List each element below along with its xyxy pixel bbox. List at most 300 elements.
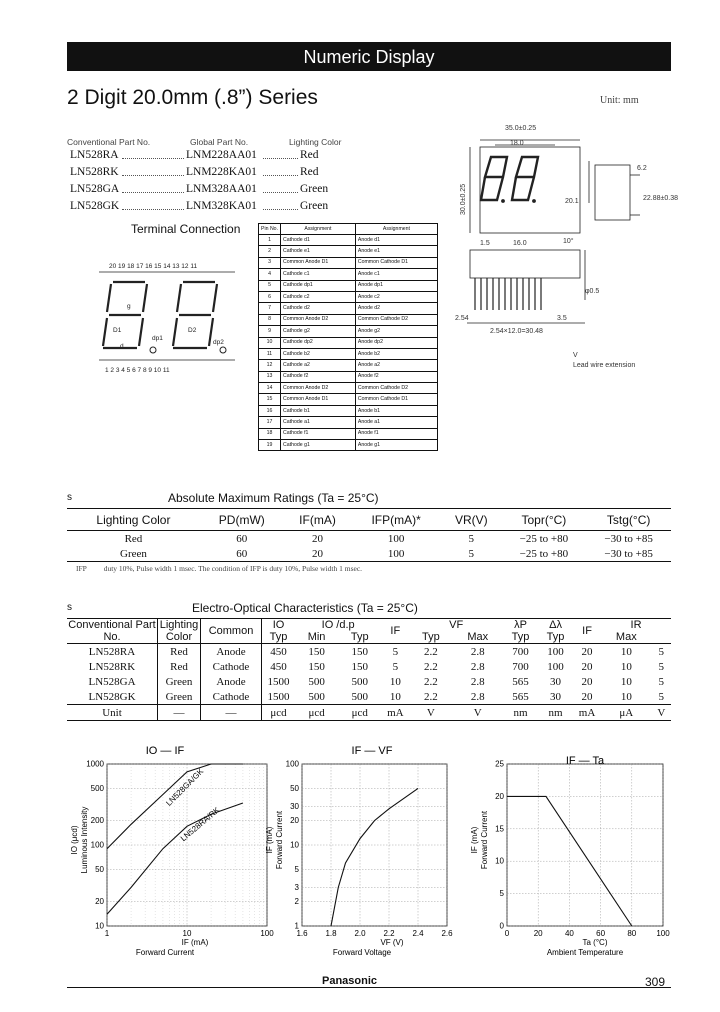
eo-row: [67, 674, 671, 689]
abs-row: [67, 546, 671, 562]
pin-assignment: Anode a1: [355, 417, 437, 428]
x-tick-label: 100: [656, 929, 670, 938]
abs-cell: 60: [236, 532, 248, 545]
y-tick-label: 20: [95, 897, 104, 907]
eo-row: [67, 689, 671, 705]
eo-h-vf: VF: [449, 619, 464, 631]
eo-cell: Red: [158, 659, 201, 674]
eo-title: Electro-Optical Characteristics (Ta = 25°C): [192, 601, 418, 615]
y-tick-label: 3: [294, 882, 299, 892]
abs-max-title: Absolute Maximum Ratings (Ta = 25°C): [168, 491, 379, 505]
abs-col-header: Lighting Color: [67, 509, 200, 531]
pin-assignment: Anode g2: [355, 326, 437, 337]
pin-row: [259, 440, 438, 451]
pin-assignment: Cathode a1: [281, 417, 356, 428]
pin-assignment: Cathode e1: [281, 246, 356, 257]
series-line-0: [107, 764, 243, 849]
eo-cell: Cathode: [201, 689, 262, 705]
plot-frame: [507, 764, 663, 926]
abs-cell: −30 to +85: [586, 546, 671, 562]
abs-col-header: Topr(°C): [502, 509, 587, 531]
eo-sub-header: Max: [601, 631, 652, 644]
part-conventional: LN528RA: [70, 149, 119, 161]
eo-h-part: Conventional Part No.: [68, 619, 156, 643]
pin-assignment: Common Cathode D2: [355, 314, 437, 325]
eo-h-light: Lighting Color: [158, 619, 201, 644]
pin-row: [259, 360, 438, 371]
eo-cell: 2.2: [424, 690, 438, 703]
pin-assignment: Cathode c1: [281, 269, 356, 280]
eo-cell: 450: [270, 645, 287, 658]
dim-min-len: 1.5: [480, 240, 490, 247]
y-tick-label: 20: [495, 791, 504, 801]
y-tick-label: 30: [290, 801, 299, 811]
dim-lead-len: 3.5: [557, 315, 567, 322]
series-line-1: [107, 803, 243, 914]
eo-cell: 150: [351, 660, 368, 673]
eo-cell: 450: [270, 660, 287, 673]
eo-cell: μcd: [351, 706, 368, 719]
eo-sub-header: Typ: [262, 631, 296, 644]
chart-title: IO — IF: [145, 745, 185, 757]
display-outline-bottom: [470, 250, 580, 278]
pin-assignment: Cathode c2: [281, 291, 356, 302]
pin-number: 15: [259, 394, 281, 405]
eo-cell: Green: [158, 689, 201, 705]
pin-number: 1: [259, 235, 281, 246]
eo-cell: LN528RK: [67, 659, 158, 674]
pin-row: [259, 326, 438, 337]
y-tick-label: 1: [294, 921, 299, 931]
pin-row: [259, 417, 438, 428]
svg-text:dp1: dp1: [152, 335, 163, 342]
part-global: LNM328AA01: [186, 183, 257, 195]
chart-title: IF — VF: [351, 745, 393, 757]
lead-note-mark: V: [573, 352, 578, 359]
pin-number: 2: [259, 246, 281, 257]
dim-pitch: 18.0: [510, 140, 524, 147]
eo-row: [67, 644, 671, 660]
dim-overall-width: 35.0±0.25: [505, 125, 537, 132]
terminal-diagram: [95, 260, 245, 378]
abs-max-note: IFP duty 10%, Pulse width 1 msec. The condition of IFP is duty 10%, Pulse width 1 msec.: [76, 564, 363, 573]
pin-number: 3: [259, 257, 281, 268]
eo-sub-header: [652, 631, 671, 644]
y-axis-label-2: Luminous Intensity: [80, 806, 89, 874]
pin-assignment: Anode dp2: [355, 337, 437, 348]
pin-assignment: Cathode a2: [281, 360, 356, 371]
x-tick-label: 100: [260, 929, 274, 938]
eo-cell: 5: [658, 645, 665, 658]
pin-row: [259, 383, 438, 394]
abs-cell: 5: [441, 546, 502, 562]
eo-cell: 565: [512, 690, 529, 703]
part-row: [70, 181, 340, 198]
y-tick-label: 50: [95, 864, 104, 874]
footer-rule: [67, 987, 671, 988]
abs-col-header: IFP(mA)*: [351, 509, 441, 531]
section-banner: Numeric Display: [67, 42, 671, 71]
eo-cell: 30: [550, 690, 562, 703]
brand-logo: Panasonic: [322, 975, 378, 987]
eo-cell: 2.8: [470, 675, 485, 688]
y-tick-label: 15: [495, 824, 504, 834]
x-tick-label: 2.0: [354, 929, 366, 938]
eo-cell: Red: [158, 644, 201, 660]
chart-if-ta: [465, 740, 675, 960]
parts-list: [70, 147, 340, 215]
pin-assignment: Anode f2: [355, 371, 437, 382]
eo-cell: 700: [512, 660, 529, 673]
pin-assignment: Common Anode D1: [281, 257, 356, 268]
eo-cell: 565: [512, 675, 529, 688]
x-axis-label-2: Forward Current: [135, 948, 195, 957]
pin-number: 5: [259, 280, 281, 291]
pin-assignment: Cathode g2: [281, 326, 356, 337]
eo-cell: 1500: [267, 690, 290, 703]
y-axis-label: IF (mA): [470, 826, 479, 854]
pin-assignment: Anode c2: [355, 291, 437, 302]
abs-cell: −30 to +85: [604, 532, 653, 545]
pin-number: 14: [259, 383, 281, 394]
series-label: LN528RA/RK: [178, 805, 222, 844]
abs-cell: 100: [387, 532, 405, 545]
dim-digit-height: 20.1: [565, 198, 579, 205]
pin-number: 11: [259, 348, 281, 359]
eo-cell: 5: [392, 645, 399, 658]
pin-assignment: Common Cathode D1: [355, 257, 437, 268]
y-tick-label: 200: [90, 816, 104, 826]
eo-cell: 5: [658, 675, 665, 688]
eo-cell: 30: [550, 675, 562, 688]
eo-cell: 2.2: [424, 675, 438, 688]
pin-number: 12: [259, 360, 281, 371]
part-row: [70, 198, 340, 215]
pin-assignment: Anode b2: [355, 348, 437, 359]
eo-unit-row: [67, 705, 671, 721]
part-color: Red: [300, 166, 319, 178]
eo-cell: 10: [389, 690, 401, 703]
x-tick-label: 0: [504, 929, 510, 938]
pin-number: 16: [259, 405, 281, 416]
abs-cell: 5: [468, 532, 475, 545]
part-global: LNM228AA01: [186, 149, 257, 161]
eo-cell: 500: [351, 690, 368, 703]
parts-header-color: Lighting Color: [289, 137, 342, 147]
abs-bullet: s: [67, 492, 72, 503]
eo-cell: mA: [578, 706, 596, 719]
eo-cell: 20: [581, 660, 593, 673]
lead-note: Lead wire extension: [573, 362, 636, 369]
eo-cell: LN528GA: [67, 674, 158, 689]
eo-cell: 500: [308, 690, 325, 703]
pin-number: 10: [259, 337, 281, 348]
y-tick-label: 10: [290, 840, 299, 850]
pin-row: [259, 337, 438, 348]
pin-assignment: Common Anode D2: [281, 314, 356, 325]
abs-col-header: IF(mA): [284, 509, 352, 531]
part-color: Green: [300, 200, 329, 212]
y-tick-label: 100: [285, 759, 299, 769]
eo-cell: Anode: [201, 644, 262, 660]
pin-assignment: Cathode d2: [281, 303, 356, 314]
x-tick-label: 40: [564, 929, 574, 938]
pin-row: [259, 371, 438, 382]
y-tick-label: 100: [90, 840, 104, 850]
unit-note: Unit: mm: [600, 95, 639, 106]
eo-cell: 10: [620, 675, 632, 688]
pin-number: 6: [259, 291, 281, 302]
pin-assignment: Anode d2: [355, 303, 437, 314]
pin-assignment: Cathode b2: [281, 348, 356, 359]
part-color: Green: [300, 183, 329, 195]
pin-assignment: Cathode b1: [281, 405, 356, 416]
eo-cell: LN528GK: [67, 689, 158, 705]
eo-cell: LN528RA: [67, 644, 158, 660]
eo-cell: V: [473, 706, 482, 719]
eo-cell: 700: [512, 645, 529, 658]
pin-assignment: Common Cathode D2: [355, 383, 437, 394]
eo-sub-header: Typ: [409, 631, 452, 644]
pin-row: [259, 348, 438, 359]
abs-cell: 60: [200, 546, 284, 562]
dim-lead-pitch: 2.54: [455, 315, 469, 322]
pin-assignment: Anode a2: [355, 360, 437, 371]
eo-cell: 10: [389, 675, 401, 688]
x-axis-label-2: Forward Voltage: [332, 948, 392, 957]
eo-cell: μA: [619, 706, 634, 719]
pin-assignment: Anode f1: [355, 428, 437, 439]
x-axis-label: IF (mA): [181, 938, 209, 947]
y-axis-label: IF (mA): [265, 826, 274, 854]
pin-row: [259, 246, 438, 257]
terminal-pins-bottom: 1 2 3 4 5 6 7 8 9 10 11: [105, 367, 170, 374]
page-number: 309: [645, 975, 666, 989]
series-line-0: [331, 788, 418, 926]
y-tick-label: 10: [95, 921, 104, 931]
x-tick-label: 2.2: [383, 929, 395, 938]
part-row: [70, 164, 340, 181]
y-axis-label: IO (μcd): [70, 825, 79, 855]
eo-cell: 150: [308, 645, 325, 658]
y-tick-label: 10: [495, 856, 504, 866]
pin-assignment-table: [258, 223, 438, 451]
eo-cell: 500: [308, 675, 325, 688]
dim-depth: 22.88±0.38: [643, 195, 678, 202]
x-tick-label: 1.8: [325, 929, 337, 938]
eo-sub-header: Typ: [538, 631, 573, 644]
svg-text:dp2: dp2: [213, 339, 224, 346]
eo-cell: 10: [620, 690, 632, 703]
digit-2-outline: [512, 157, 538, 200]
dim-seg-width: 16.0: [513, 240, 527, 247]
pin-row: [259, 280, 438, 291]
y-tick-label: 1000: [86, 759, 104, 769]
dim-height: 30.0±0.25: [460, 183, 467, 215]
y-tick-label: 0: [499, 921, 504, 931]
chart-title: IF — Ta: [565, 755, 605, 767]
eo-bullet: s: [67, 602, 72, 613]
dim-thickness: 6.2: [637, 165, 647, 172]
pin-row: [259, 405, 438, 416]
x-tick-label: 1.6: [296, 929, 308, 938]
pin-assignment: Anode b1: [355, 405, 437, 416]
eo-sub-header: Max: [452, 631, 503, 644]
pin-row: [259, 303, 438, 314]
x-tick-label: 10: [182, 929, 192, 938]
pin-number: 9: [259, 326, 281, 337]
eo-cell: 10: [620, 660, 632, 673]
eo-cell: 20: [581, 645, 593, 658]
eo-cell: 100: [547, 660, 564, 673]
x-axis-label: VF (V): [380, 938, 404, 947]
part-global: LNM228KA01: [186, 166, 257, 178]
abs-cell: Red: [124, 532, 143, 545]
y-axis-label-2: Forward Current: [275, 810, 284, 870]
eo-cell: 20: [581, 675, 593, 688]
display-outline-side: [595, 165, 630, 220]
eo-cell: nm: [548, 706, 563, 719]
part-conventional: LN528RK: [70, 166, 119, 178]
eo-cell: 1500: [267, 675, 290, 688]
pin-row: [259, 269, 438, 280]
eo-cell: 5: [658, 690, 665, 703]
eo-cell: nm: [513, 706, 528, 719]
pin-col-assign-a: Assignment: [281, 224, 356, 235]
digit-1-outline: [481, 157, 507, 200]
pin-assignment: Anode e1: [355, 246, 437, 257]
x-tick-label: 20: [533, 929, 543, 938]
eo-cell: Cathode: [201, 659, 262, 674]
eo-cell: 2.8: [470, 645, 485, 658]
chart-io-if: [65, 740, 280, 960]
pin-row: [259, 428, 438, 439]
pin-assignment: Cathode d1: [281, 235, 356, 246]
part-conventional: LN528GA: [70, 183, 120, 195]
abs-max-table: [67, 508, 671, 562]
eo-cell: 2.2: [424, 645, 438, 658]
eo-cell: 2.8: [470, 690, 485, 703]
x-axis-label: Ta (°C): [582, 938, 608, 947]
abs-cell: −25 to +80: [502, 546, 587, 562]
pin-row: [259, 314, 438, 325]
x-tick-label: 2.4: [412, 929, 424, 938]
pin-assignment: Common Anode D2: [281, 383, 356, 394]
y-tick-label: 5: [499, 889, 504, 899]
pin-assignment: Cathode f1: [281, 428, 356, 439]
pin-number: 13: [259, 371, 281, 382]
abs-cell: Green: [67, 546, 200, 562]
eo-sub-header: Min: [295, 631, 338, 644]
eo-table: [67, 618, 671, 721]
abs-row: [67, 531, 671, 547]
svg-text:d: d: [120, 343, 124, 350]
digit-2-segments: [173, 282, 217, 348]
pin-row: [259, 235, 438, 246]
eo-h-io: IO: [272, 619, 285, 631]
eo-cell: —: [201, 705, 262, 721]
eo-cell: 150: [308, 660, 325, 673]
pin-assignment: Cathode dp1: [281, 280, 356, 291]
eo-cell: —: [158, 705, 201, 721]
eo-h-common: Common: [201, 619, 262, 644]
svg-text:g: g: [127, 303, 131, 310]
x-tick-label: 2.6: [441, 929, 453, 938]
y-tick-label: 20: [290, 816, 299, 826]
terminal-title: Terminal Connection: [131, 222, 241, 236]
svg-text:D1: D1: [113, 327, 122, 334]
eo-h-ir: IR: [630, 619, 642, 631]
eo-cell: μcd: [308, 706, 325, 719]
eo-h-iodp: IO /d.p: [321, 619, 355, 631]
pin-row: [259, 257, 438, 268]
y-tick-label: 500: [90, 783, 104, 793]
pin-row: [259, 291, 438, 302]
pin-assignment: Cathode g1: [281, 440, 356, 451]
eo-row: [67, 659, 671, 674]
y-axis-label-2: Forward Current: [480, 810, 489, 870]
abs-cell: 20: [284, 546, 352, 562]
eo-cell: 2.2: [424, 660, 438, 673]
part-row: [70, 147, 340, 164]
eo-cell: Unit: [67, 705, 158, 721]
chart-if-vf: [262, 740, 462, 960]
eo-cell: 500: [351, 675, 368, 688]
pin-number: 19: [259, 440, 281, 451]
y-tick-label: 2: [294, 897, 299, 907]
eo-h-lp: λP: [514, 619, 527, 631]
parts-header-global: Global Part No.: [190, 137, 249, 147]
part-color: Red: [300, 149, 319, 161]
pin-assignment: Anode d1: [355, 235, 437, 246]
eo-cell: mA: [387, 706, 404, 719]
abs-col-header: VR(V): [441, 509, 502, 531]
y-tick-label: 5: [294, 864, 299, 874]
abs-col-header: Tstg(°C): [586, 509, 671, 531]
eo-h-if: IF: [381, 619, 409, 644]
pin-row: [259, 394, 438, 405]
eo-cell: 5: [658, 660, 665, 673]
x-tick-label: 80: [627, 929, 637, 938]
part-global: LNM328KA01: [186, 200, 257, 212]
series-title: 2 Digit 20.0mm (.8”) Series: [67, 86, 318, 109]
x-tick-label: 60: [596, 929, 606, 938]
eo-sub-header: Typ: [338, 631, 381, 644]
pin-number: 4: [259, 269, 281, 280]
eo-cell: 150: [351, 645, 368, 658]
pin-number: 8: [259, 314, 281, 325]
pin-assignment: Cathode f2: [281, 371, 356, 382]
eo-cell: V: [657, 706, 666, 719]
pin-assignment: Common Anode D1: [281, 394, 356, 405]
pin-number: 18: [259, 428, 281, 439]
pin-assignment: Common Cathode D1: [355, 394, 437, 405]
eo-h-if2: IF: [573, 619, 601, 644]
pin-assignment: Anode dp1: [355, 280, 437, 291]
abs-col-header: PD(mW): [200, 509, 284, 531]
eo-cell: 20: [581, 690, 593, 703]
eo-cell: 5: [392, 660, 399, 673]
eo-cell: μcd: [270, 706, 287, 719]
eo-cell: 100: [547, 645, 564, 658]
series-label: LN528GA/GK: [164, 766, 206, 808]
digit-1-segments: [103, 282, 147, 348]
pin-col-no: Pin No.: [259, 224, 281, 235]
eo-cell: Green: [158, 674, 201, 689]
pin-col-assign-k: Assignment: [355, 224, 437, 235]
pin-number: 17: [259, 417, 281, 428]
eo-cell: 2.8: [470, 660, 485, 673]
